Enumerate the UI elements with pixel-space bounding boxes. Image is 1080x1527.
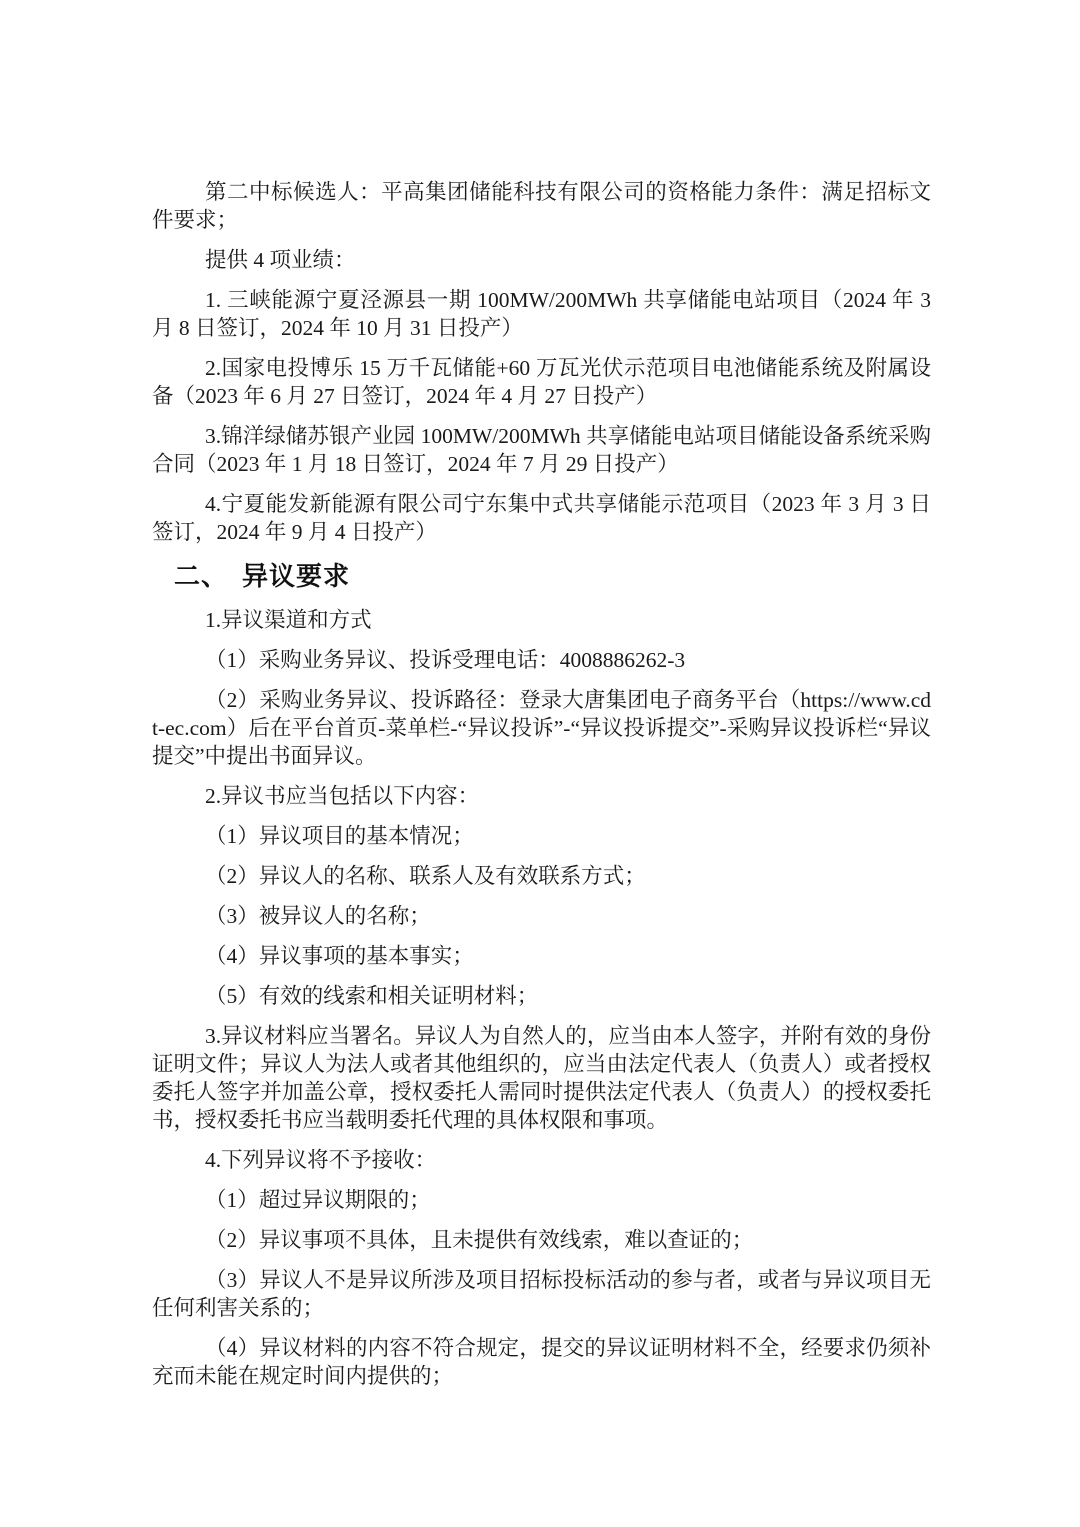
section-heading-objection (152, 558, 931, 594)
objection-content-title: 2.异议书应当包括以下内容： (205, 784, 480, 808)
performance-item-2: 2.国家电投博乐 15 万千瓦储能+60 万瓦光伏示范项目电池储能系统及附属设备（2023 年 6 月 27 日签订，2024 年 4 月 27 日投产） (152, 356, 931, 408)
objection-rejection-title: 4.下列异议将不予接收： (205, 1148, 437, 1172)
performance-count: 提供 4 项业绩： (205, 248, 356, 272)
objection-path: （2）采购业务异议、投诉路径：登录大唐集团电子商务平台（https://www.cdt-ec.com）后在平台首页-菜单栏-“异议投诉”-“异议投诉提交”-采购异议投诉栏“异议提交”中提出书面异议。 (152, 688, 931, 768)
performance-item-3: 3.锦洋绿储苏银产业园 100MW/200MWh 共享储能电站项目储能设备系统采购合同（2023 年 1 月 18 日签订，2024 年 7 月 29 日投产） (152, 424, 931, 476)
objection-content-item-1: （1）异议项目的基本情况； (205, 824, 474, 848)
objection-rejection-item-2: （2）异议事项不具体，且未提供有效线索，难以查证的； (205, 1228, 754, 1252)
objection-channel-title: 1.异议渠道和方式 (205, 608, 372, 632)
section-title: 异议要求 (242, 561, 351, 591)
objection-phone: （1）采购业务异议、投诉受理电话：4008886262-3 (205, 648, 686, 672)
objection-content-item-2: （2）异议人的名称、联系人及有效联系方式； (205, 864, 646, 888)
objection-rejection-item-4: （4）异议材料的内容不符合规定，提交的异议证明材料不全，经要求仍须补充而未能在规定时间内提供的； (152, 1336, 931, 1388)
objection-content-item-3: （3）被异议人的名称； (205, 904, 431, 928)
objection-content-item-4: （4）异议事项的基本事实； (205, 944, 474, 968)
performance-item-1: 1. 三峡能源宁夏泾源县一期 100MW/200MWh 共享储能电站项目（2024 年 3 月 8 日签订，2024 年 10 月 31 日投产） (152, 288, 931, 340)
second-candidate-qualification: 第二中标候选人：平高集团储能科技有限公司的资格能力条件：满足招标文件要求； (152, 180, 931, 232)
performance-item-4: 4.宁夏能发新能源有限公司宁东集中式共享储能示范项目（2023 年 3 月 3 日签订，2024 年 9 月 4 日投产） (152, 492, 931, 544)
objection-rejection-item-1: （1）超过异议期限的； (205, 1188, 431, 1212)
objection-rejection-item-3: （3）异议人不是异议所涉及项目招标投标活动的参与者，或者与异议项目无任何利害关系的； (152, 1268, 931, 1320)
objection-signature-requirement: 3.异议材料应当署名。异议人为自然人的，应当由本人签字，并附有效的身份证明文件；异议人为法人或者其他组织的，应当由法定代表人（负责人）或者授权委托人签字并加盖公章，授权委托人需同时提供法定代表人（负责人）的授权委托书，授权委托书应当载明委托代理的具体权限和事项。 (152, 1024, 931, 1132)
objection-content-item-5: （5）有效的线索和相关证明材料； (205, 984, 539, 1008)
document-body (152, 166, 931, 1390)
section-number: 二、 (174, 561, 229, 591)
